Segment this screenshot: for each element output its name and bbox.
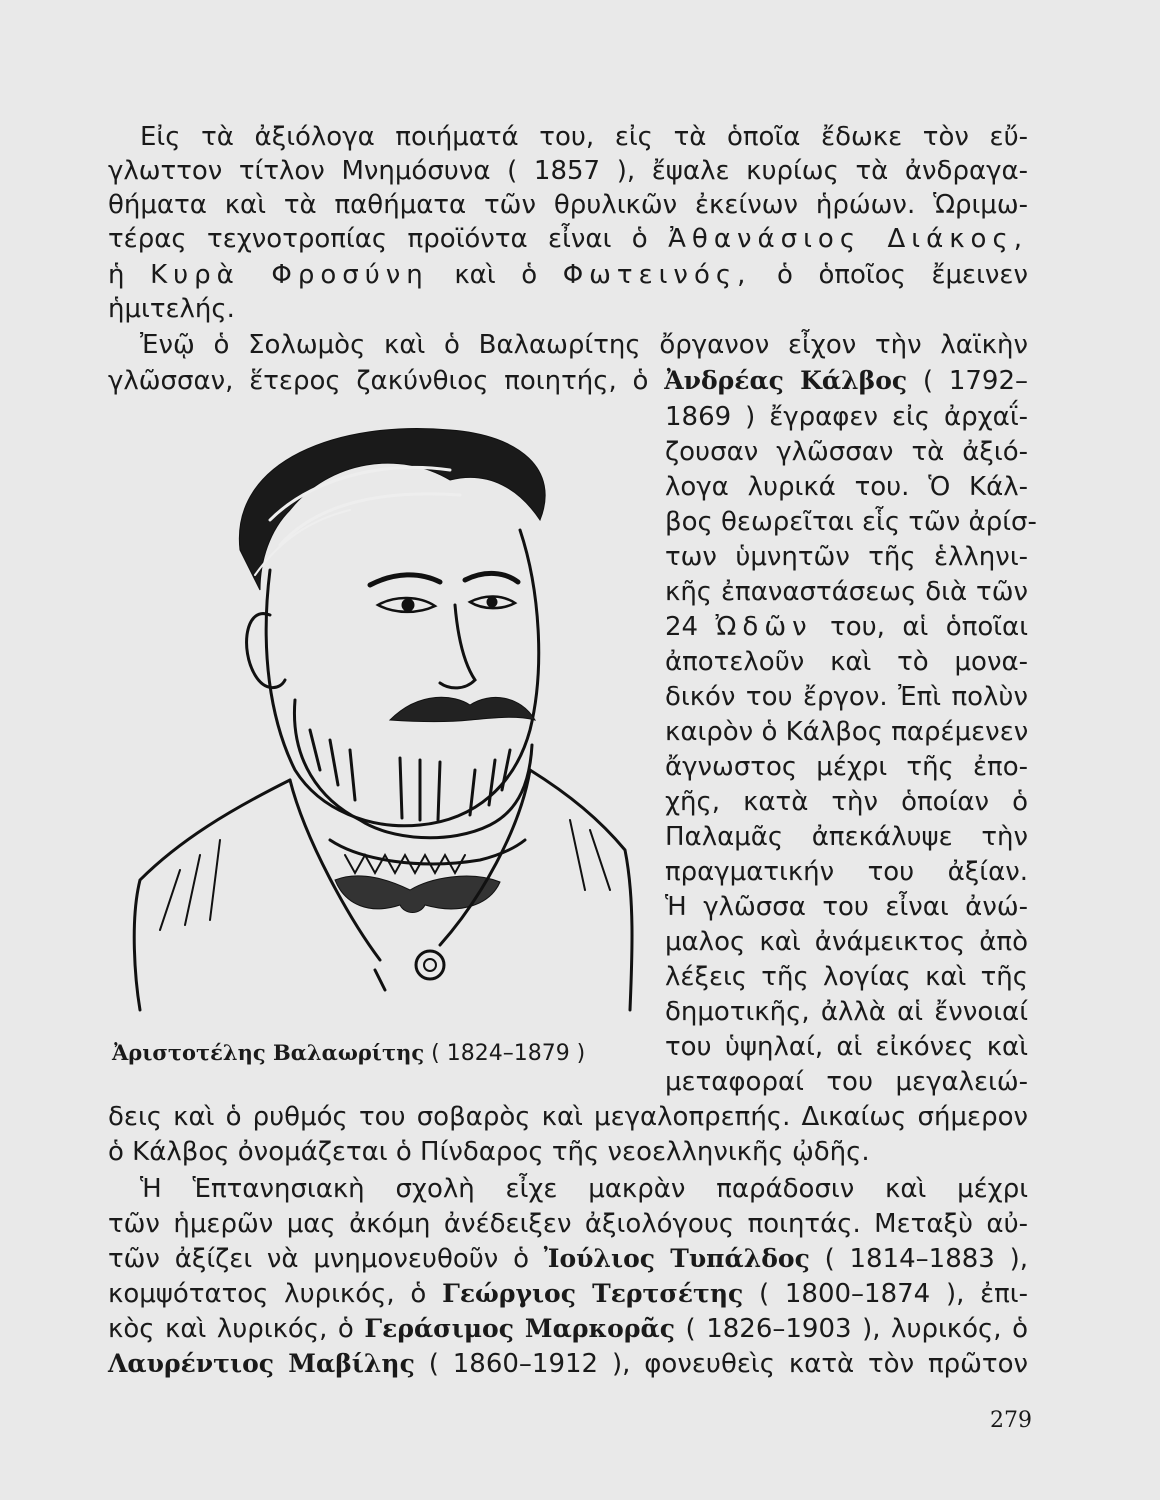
text-line: Ἡ Ἑπτανησιακὴ σχολὴ εἶχε μακρὰν παράδοσιν καὶ μέχρι bbox=[140, 1174, 1028, 1204]
text-line: Ἐνῷ ὁ Σολωμὸς καὶ ὁ Βαλαωρίτης ὄργανον εἶχον τὴν λαϊκὴν bbox=[140, 330, 1028, 360]
text-line bbox=[108, 222, 1028, 256]
text-line bbox=[108, 1242, 1028, 1276]
caption-dates: ( 1824–1879 ) bbox=[424, 1041, 586, 1066]
text-span: του, αἱ ὁποῖαι bbox=[812, 612, 1028, 642]
poet-name: Ἰούλιος Τυπάλδος bbox=[543, 1244, 810, 1273]
text-span: κομψότατος λυρικός, ὁ bbox=[108, 1279, 443, 1309]
text-span: ( 1826–1903 ), λυρικός, ὁ bbox=[674, 1314, 1029, 1344]
portrait-illustration bbox=[120, 400, 640, 1020]
text-span: καὶ ὁ bbox=[428, 260, 563, 290]
text-line: των ὑμνητῶν τῆς ἑλληνι- bbox=[665, 542, 1028, 572]
text-span: ( 1860–1912 ), φονευθεὶς κατὰ τὸν πρῶτον bbox=[414, 1349, 1028, 1379]
text-span: ὁ ὁποῖος ἔμεινεν bbox=[751, 260, 1029, 290]
text-line: χῆς, κατὰ τὴν ὁποίαν ὁ bbox=[665, 787, 1028, 817]
text-span: 24 bbox=[665, 612, 716, 642]
text-line: ἄγνωστος μέχρι τῆς ἐπο- bbox=[665, 752, 1028, 782]
text-line: δεις καὶ ὁ ρυθμός του σοβαρὸς καὶ μεγαλοπρεπής. Δικαίως σήμερον bbox=[108, 1102, 1028, 1132]
text-line: ἀποτελοῦν καὶ τὸ μονα- bbox=[665, 647, 1028, 677]
text-line: βος θεωρεῖται εἷς τῶν ἀρίσ- bbox=[665, 507, 1037, 537]
poet-name: Λαυρέντιος Μαβίλης bbox=[108, 1349, 415, 1378]
text-line: ὁ Κάλβος ὀνομάζεται ὁ Πίνδαρος τῆς νεοελληνικῆς ᾠδῆς. bbox=[108, 1137, 870, 1167]
text-line: δημοτικῆς, ἀλλὰ αἱ ἔννοιαί bbox=[665, 997, 1028, 1027]
text-line: πραγματικήν του ἀξίαν. bbox=[665, 857, 1028, 887]
text-line bbox=[108, 1347, 1028, 1381]
text-span: ( 1814–1883 ), bbox=[809, 1244, 1028, 1274]
poem-title: Ἀθανάσιος Διάκος, bbox=[668, 224, 1028, 254]
text-line: καιρὸν ὁ Κάλβος παρέμενεν bbox=[665, 717, 1029, 747]
poem-title: Φωτεινός, bbox=[562, 260, 752, 290]
poem-title: Ὠδῶν bbox=[715, 612, 813, 642]
poet-name: Γεράσιμος Μαρκορᾶς bbox=[364, 1314, 675, 1343]
text-span: τῶν ἀξίζει νὰ μνημονευθοῦν ὁ bbox=[108, 1244, 544, 1274]
text-line: του ὑψηλαί, αἱ εἰκόνες καὶ bbox=[665, 1032, 1028, 1062]
text-line: γλωττον τίτλον Μνημόσυνα ( 1857 ), ἔψαλε κυρίως τὰ ἀνδραγα- bbox=[108, 156, 1028, 186]
text-line bbox=[108, 258, 1028, 292]
text-span: ( 1792– bbox=[907, 366, 1028, 396]
text-line bbox=[108, 364, 1028, 398]
portrait-caption bbox=[112, 1038, 642, 1069]
text-span: ἡ bbox=[108, 260, 151, 290]
text-line: Εἰς τὰ ἀξιόλογα ποιήματά του, εἰς τὰ ὁποῖα ἔδωκε τὸν εὔ- bbox=[140, 122, 1028, 152]
text-line: λέξεις τῆς λογίας καὶ τῆς bbox=[665, 962, 1028, 992]
poet-name: Ἀνδρέας Κάλβος bbox=[664, 366, 908, 395]
text-line: ζουσαν γλῶσσαν τὰ ἀξιό- bbox=[665, 437, 1028, 467]
text-span: κὸς καὶ λυρικός, ὁ bbox=[108, 1314, 365, 1344]
text-line: ἡμιτελής. bbox=[108, 294, 235, 324]
page-number: 279 bbox=[990, 1408, 1032, 1433]
poet-name: Γεώργιος Τερτσέτης bbox=[442, 1279, 744, 1308]
text-line: Παλαμᾶς ἀπεκάλυψε τὴν bbox=[665, 822, 1028, 852]
text-line: κῆς ἐπαναστάσεως διὰ τῶν bbox=[665, 577, 1028, 607]
text-line: δικόν του ἔργον. Ἐπὶ πολὺν bbox=[665, 682, 1028, 712]
text-line bbox=[108, 1312, 1028, 1346]
text-span: γλῶσσαν, ἕτερος ζακύνθιος ποιητής, ὁ bbox=[108, 366, 665, 396]
text-line: λογα λυρικά του. Ὁ Κάλ- bbox=[665, 472, 1028, 502]
text-line: Ἡ γλῶσσα του εἶναι ἀνώ- bbox=[665, 892, 1028, 922]
caption-name: Ἀριστοτέλης Βαλαωρίτης bbox=[112, 1040, 425, 1065]
text-line: τῶν ἡμερῶν μας ἀκόμη ἀνέδειξεν ἀξιολόγους ποιητάς. Μεταξὺ αὐ- bbox=[108, 1209, 1028, 1239]
text-span: τέρας τεχνοτροπίας προϊόντα εἶναι ὁ bbox=[108, 224, 669, 254]
text-line bbox=[108, 1277, 1028, 1311]
text-span: ( 1800–1874 ), ἐπι- bbox=[743, 1279, 1028, 1309]
text-line: 1869 ) ἔγραφεν εἰς ἀρχαΐ- bbox=[665, 402, 1028, 432]
text-line: μαλος καὶ ἀνάμεικτος ἀπὸ bbox=[665, 927, 1028, 957]
text-line: μεταφοραί του μεγαλειώ- bbox=[665, 1067, 1028, 1097]
text-line: θήματα καὶ τὰ παθήματα τῶν θρυλικῶν ἐκείνων ἡρώων. Ὡριμω- bbox=[108, 190, 1028, 220]
poem-title: Κυρὰ Φροσύνη bbox=[150, 260, 429, 290]
text-line bbox=[665, 610, 1028, 644]
